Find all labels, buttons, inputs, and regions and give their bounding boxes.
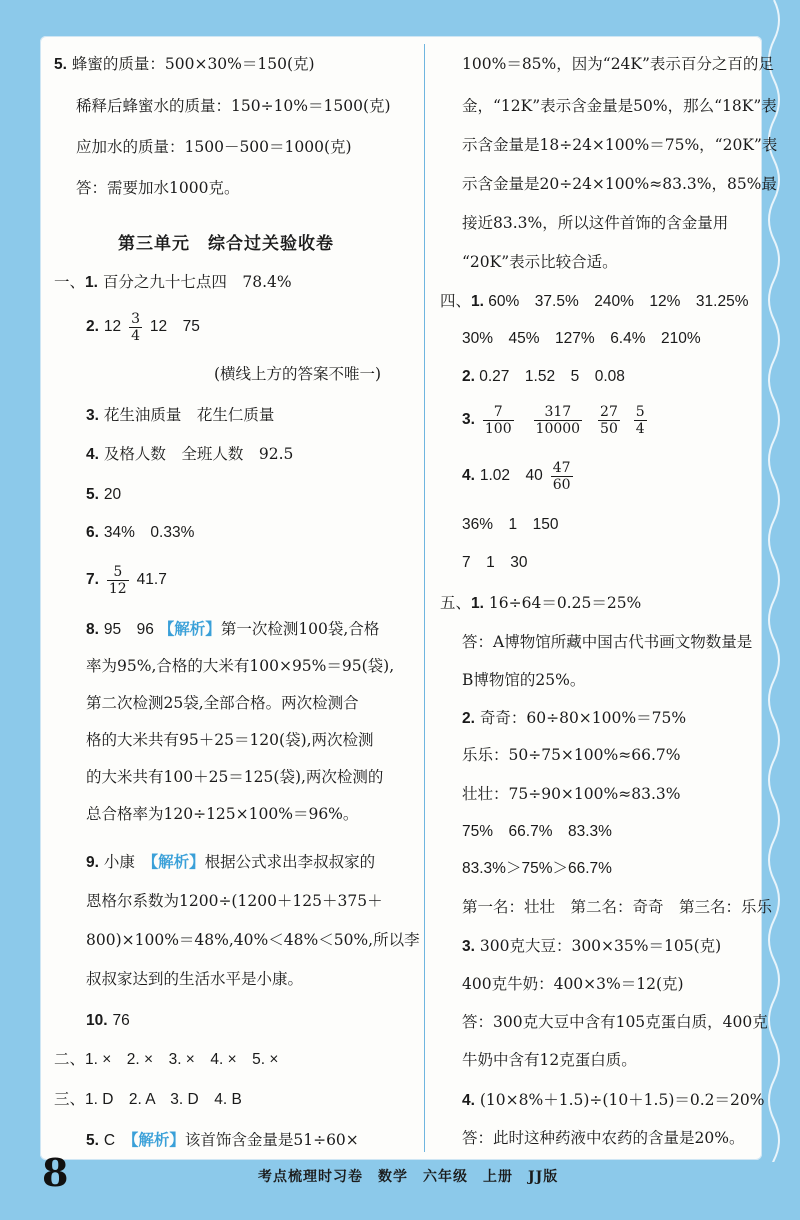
s5-q2-line2: 乐乐：50÷75×100%≈66.7% (462, 746, 681, 764)
analysis-tag: 【解析】 (150, 854, 205, 871)
q5-line1: 5. 蜂蜜的质量：500×30%＝150(克) (54, 55, 315, 73)
page-number: 8 (42, 1150, 69, 1195)
footer-text: 考点梳理时习卷 数学 六年级 上册 JJ版 (258, 1169, 559, 1185)
q5-line2: 稀释后蜂蜜水的质量：150÷10%＝1500(克) (76, 97, 391, 115)
s4-q4-line3: 7 1 30 (462, 554, 528, 571)
s5-q2-line4: 75% 66.7% 83.3% (462, 823, 612, 840)
q5-line4: 答：需要加水1000克。 (76, 179, 240, 197)
s5-q2-line6: 第一名：壮壮 第二名：奇奇 第三名：乐乐 (462, 898, 773, 916)
s1-q8-line1: 8. 95 96 【解析】第一次检测100袋,合格 (86, 620, 380, 638)
s4-q3-fraction-2: $\frac{317}{10000}$ (535, 403, 581, 437)
s1-q9-line1: 9. 小康 【解析】根据公式求出李叔叔家的 (86, 853, 376, 871)
s5-q1-answer2: B博物馆的25%。 (462, 671, 586, 689)
s4-q1-line2: 30% 45% 127% 6.4% 210% (462, 330, 701, 347)
s1-q7: 7. $\frac{5}{12}$ 41.7 (86, 563, 167, 597)
s1-q2: 2. 12 $\frac{3}{4}$ 12 75 (86, 310, 200, 344)
s1-q3: 3. 花生油质量 花生仁质量 (86, 406, 275, 424)
analysis-tag: 【解析】 (158, 621, 221, 638)
s5-q1-answer1: 答：A博物馆所藏中国古代书画文物数量是 (462, 633, 753, 651)
cont-line5: 接近83.3%，所以这件首饰的含金量用 (462, 214, 729, 232)
s5-q3-line1: 3. 300克大豆：300×35%＝105(克) (462, 937, 722, 955)
s5-q1: 五、1. 16÷64＝0.25＝25% (440, 594, 642, 612)
s5-q2-line3: 壮壮：75÷90×100%≈83.3% (462, 785, 681, 803)
s4-q4: 4. 1.02 40 $\frac{47}{60}$ (462, 459, 571, 493)
column-divider (424, 44, 425, 1152)
cont-line4: 示含金量是20÷24×100%≈83.3%，85%最 (462, 175, 777, 193)
s4-q3-fraction-4: $\frac{5}{4}$ (635, 403, 645, 437)
s1-q8-line5: 的大米共有100＋25＝125(袋),两次检测的 (86, 768, 384, 786)
s1-q9-line3: 800)×100%＝48%,40%＜48%＜50%,所以李 (86, 931, 420, 949)
s1-q9-line2: 恩格尔系数为1200÷(1200＋125＋375＋ (86, 892, 383, 910)
s5-q3-line4: 牛奶中含有12克蛋白质。 (462, 1051, 637, 1069)
s4-q3: 3. $\frac{7}{100}$ $\frac{317}{10000}$ $\frac{27}{50}$ $\frac{5}{4}$ (462, 403, 645, 437)
cont-line6: “20K”表示比较合适。 (462, 253, 618, 271)
s5-q2-line1: 2. 奇奇：60÷80×100%＝75% (462, 709, 687, 727)
q5-line3: 应加水的质量：1500－500＝1000(克) (76, 138, 352, 156)
s1-q8-line2: 率为95%,合格的大米有100×95%＝95(袋), (86, 657, 395, 675)
analysis-tag: 【解析】 (130, 1132, 185, 1149)
s1-q8-line6: 总合格率为120÷125×100%＝96%。 (86, 805, 359, 823)
s4-q4-line2: 36% 1 150 (462, 516, 559, 533)
unit-title: 第三单元 综合过关验收卷 (118, 234, 334, 254)
cont-line1: 100%＝85%，因为“24K”表示百分之百的足 (462, 55, 774, 73)
s1-q9-line4: 叔叔家达到的生活水平是小康。 (86, 970, 304, 988)
s1-note: (横线上方的答案不唯一) (214, 365, 382, 383)
s1-q5: 5. 20 (86, 486, 122, 503)
s1-q4: 4. 及格人数 全班人数 92.5 (86, 445, 294, 463)
s3-answers: 三、1. D 2. A 3. D 4. B (54, 1091, 242, 1108)
s4-q2: 2. 0.27 1.52 5 0.08 (462, 368, 625, 385)
s4-q1-line1: 四、1. 60% 37.5% 240% 12% 31.25% (440, 293, 749, 310)
s5-q4-line2: 答：此时这种药液中农药的含量是20%。 (462, 1129, 745, 1147)
s4-q4-fraction: $\frac{47}{60}$ (552, 459, 571, 493)
top-border (0, 0, 800, 40)
cont-line3: 示含金量是18÷24×100%＝75%，“20K”表 (462, 136, 778, 154)
s1-q10: 10. 76 (86, 1012, 130, 1029)
s5-q3-line3: 答：300克大豆中含有105克蛋白质，400克 (462, 1013, 768, 1031)
s5-q4-line1: 4. (10×8%＋1.5)÷(10＋1.5)＝0.2＝20% (462, 1091, 765, 1109)
s3-q5: 5. C 【解析】该首饰含金量是51÷60× (86, 1131, 359, 1149)
s4-q3-fraction-3: $\frac{27}{50}$ (600, 403, 618, 437)
s2-answers: 二、1. × 2. × 3. × 4. × 5. × (54, 1051, 279, 1068)
s1-q7-fraction: $\frac{5}{12}$ (108, 563, 127, 597)
s1-q1: 一、1. 百分之九十七点四 78.4% (54, 273, 292, 291)
s1-q6: 6. 34% 0.33% (86, 524, 195, 541)
s5-q3-line2: 400克牛奶：400×3%＝12(克) (462, 975, 684, 993)
s1-q8-line3: 第二次检测25袋,全部合格。两次检测合 (86, 694, 359, 712)
s4-q3-fraction-1: $\frac{7}{100}$ (484, 403, 512, 437)
s1-q8-line4: 格的大米共有95＋25＝120(袋),两次检测 (86, 731, 374, 749)
s1-q2-fraction: $\frac{3}{4}$ (131, 310, 140, 344)
cont-line2: 金，“12K”表示含金量是50%，那么“18K”表 (462, 97, 777, 115)
s5-q2-line5: 83.3%＞75%＞66.7% (462, 860, 612, 877)
